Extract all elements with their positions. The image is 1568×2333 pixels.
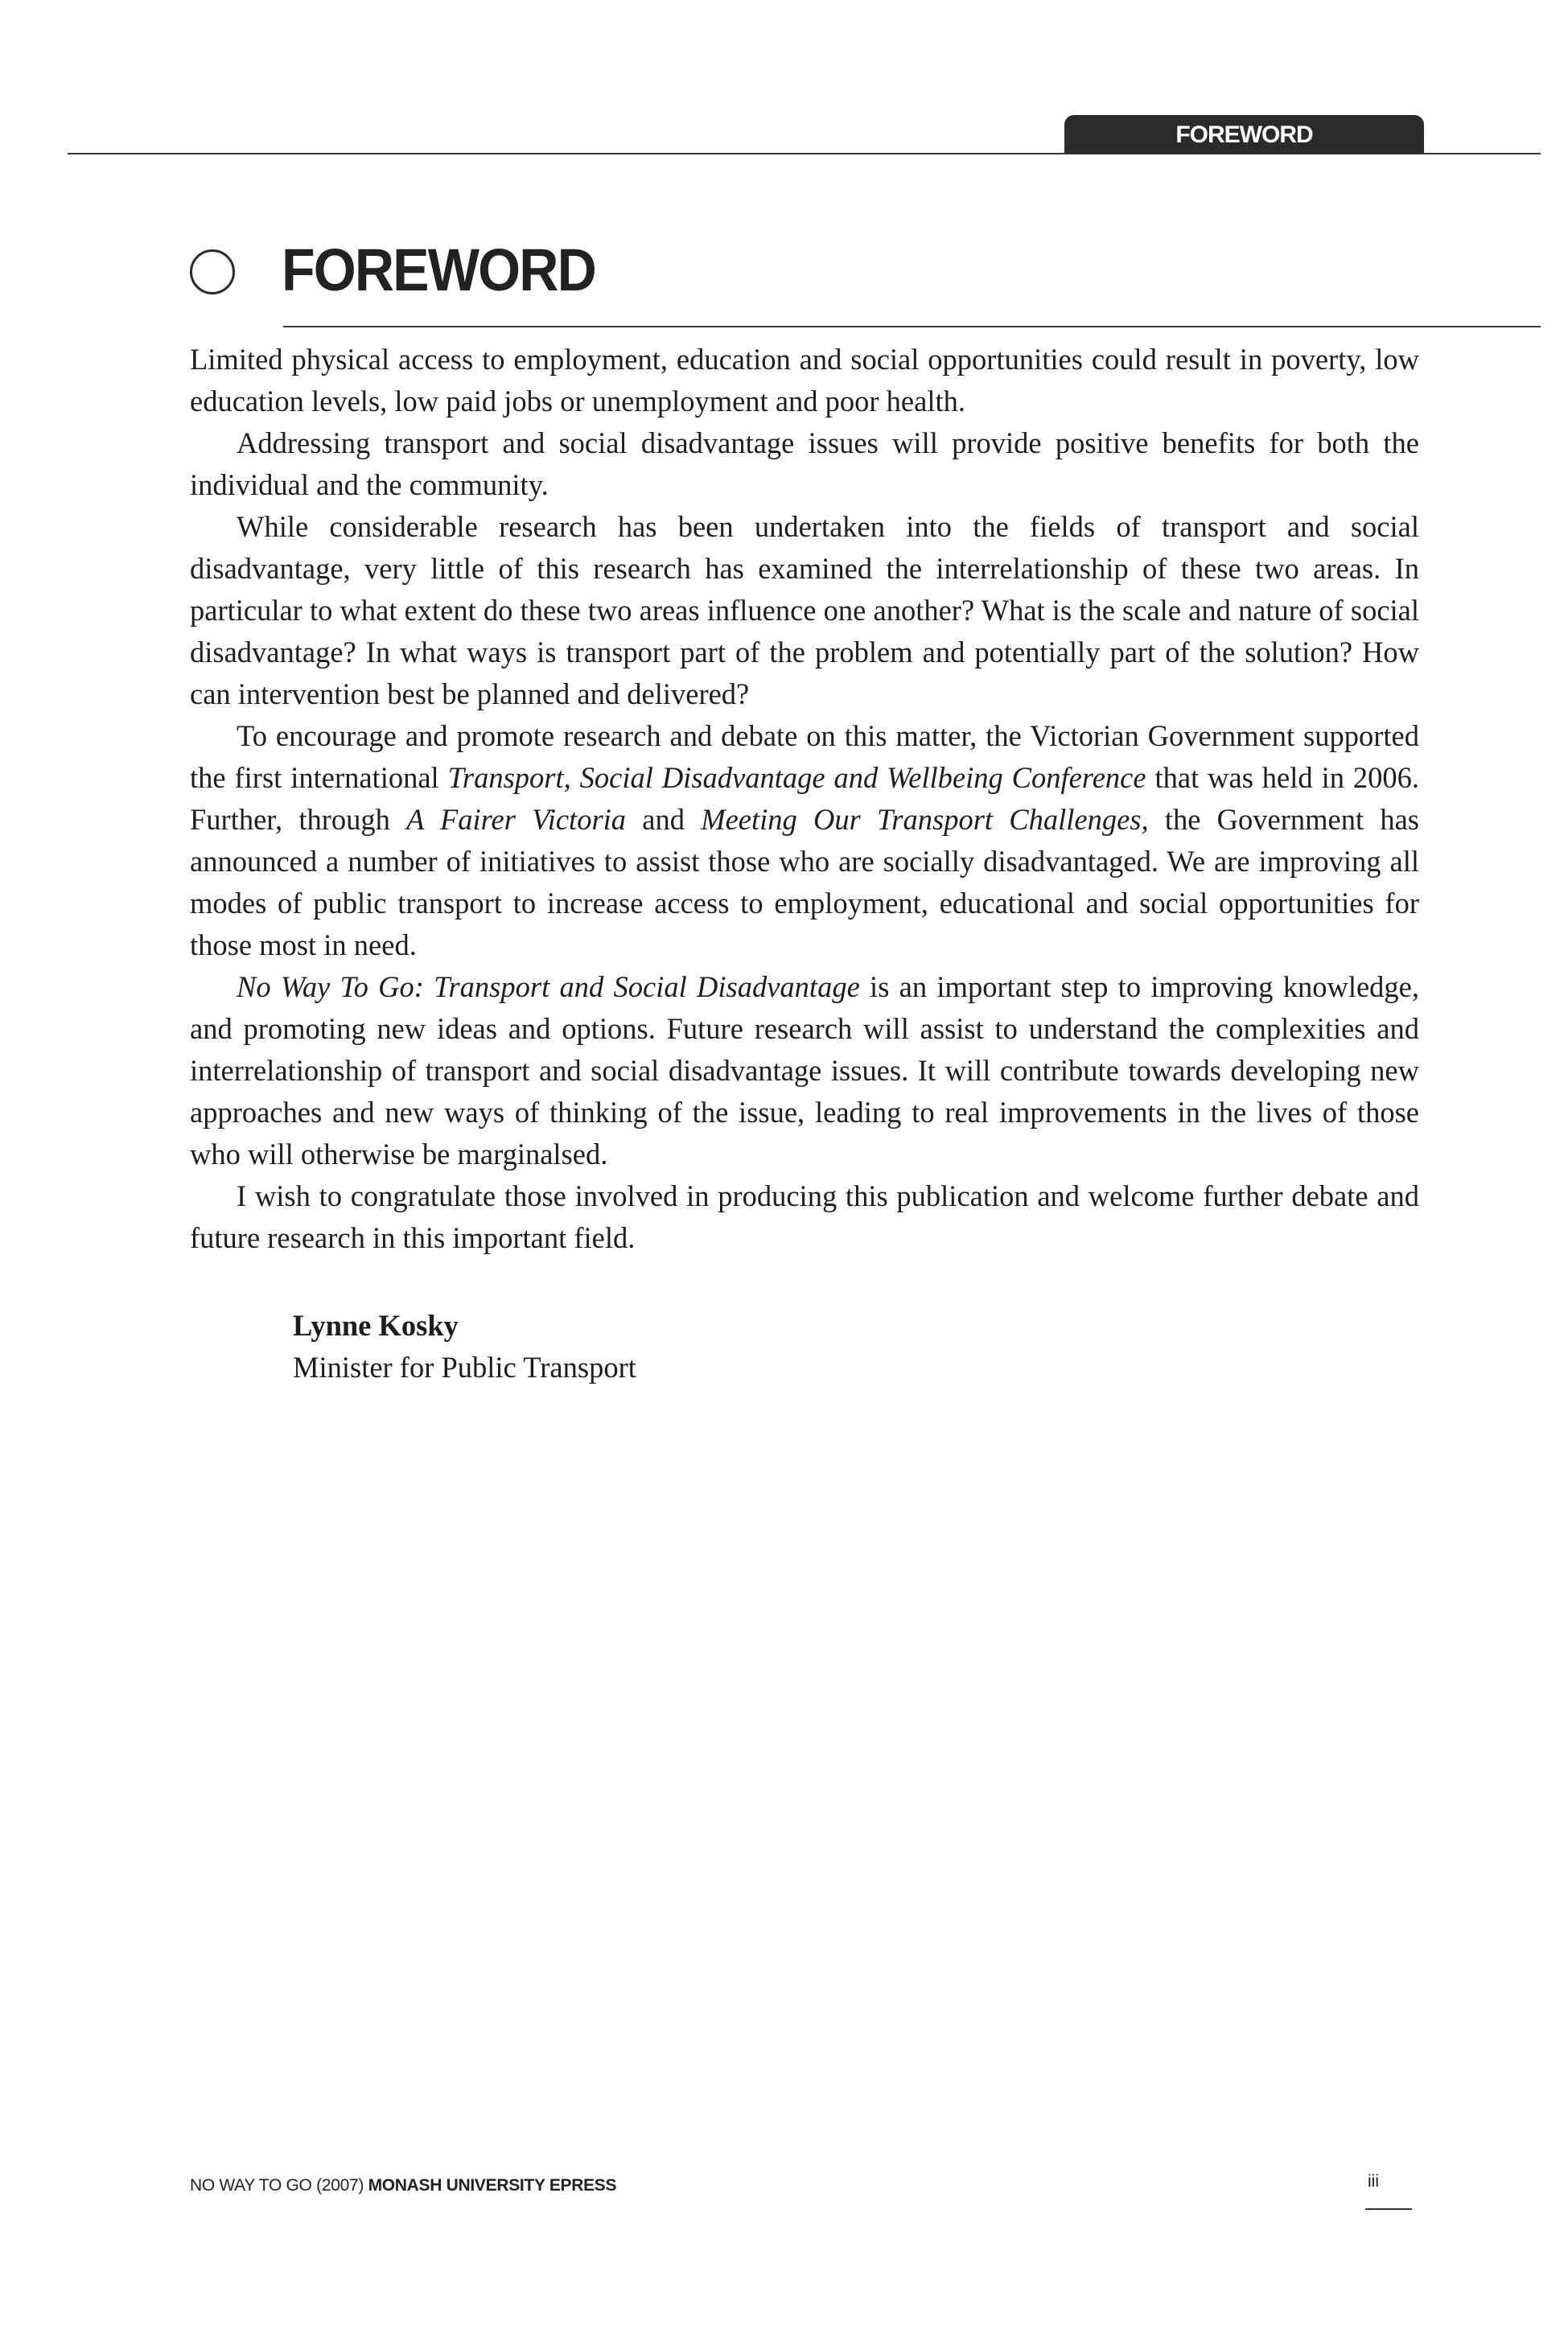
- paragraph-4-text: To encourage and promote research and debate on this matter, the Victorian Government supported the first international: [190, 719, 1419, 794]
- paragraph-4-text: and: [626, 803, 702, 836]
- paragraph-6: I wish to congratulate those involved in producing this publication and welcome further debate and future research in this important field.: [190, 1179, 1419, 1254]
- policy-title: A Fairer Victoria: [406, 803, 627, 836]
- title-rule: [283, 326, 1541, 327]
- policy-title: Meeting Our Transport Challenges,: [701, 803, 1149, 836]
- paragraph-4-text: that was held in 2006. Further, through: [190, 761, 1419, 836]
- footer-text: NO WAY TO GO (2007): [190, 2176, 368, 2195]
- footer-publisher: MONASH UNIVERSITY EPRESS: [368, 2176, 617, 2195]
- page-footer: [190, 2176, 616, 2195]
- page-number: iii: [1368, 2172, 1379, 2191]
- paragraph-1: Limited physical access to employment, education and social opportunities could result in poverty, low education levels, low paid jobs or unemployment and poor health.: [190, 343, 1419, 418]
- conference-title: Transport, Social Disadvantage and Wellbeing Conference: [447, 761, 1146, 794]
- paragraph-4-text: the Government has announced a number of initiatives to assist those who are socially disadvantaged. We are improving all modes of public transport to increase access to employment, educational and social opportunities for those most in need.: [190, 803, 1419, 961]
- foreword-body: [190, 339, 1419, 1259]
- section-tab: FOREWORD: [1064, 115, 1424, 154]
- paragraph-3: While considerable research has been undertaken into the fields of transport and social disadvantage, very little of this research has examined the interrelationship of these two areas. In particular to what extent do these two areas influence one another? What is the scale and nature of social disadvantage? In what ways is transport part of the problem and potentially part of the solution? How can intervention best be planned and delivered?: [190, 510, 1419, 710]
- paragraph-5-text: is an important step to improving knowledge, and promoting new ideas and options. Future research will assist to understand the complexities and interrelationship of transport and social disadvantage issues. It will contribute towards developing new approaches and new ways of thinking of the issue, leading to real improvements in the lives of those who will otherwise be marginalsed.: [190, 970, 1419, 1171]
- page-title: FOREWORD: [282, 237, 595, 303]
- page-number-rule: [1365, 2208, 1412, 2210]
- signature-block: [293, 1305, 636, 1389]
- circle-bullet-icon: [190, 249, 235, 294]
- signatory-role: Minister for Public Transport: [293, 1351, 636, 1384]
- paragraph-2: Addressing transport and social disadvantage issues will provide positive benefits for both the individual and the community.: [190, 426, 1419, 501]
- paragraph-5: [190, 966, 1419, 1175]
- publication-title: No Way To Go: Transport and Social Disadvantage: [237, 970, 860, 1003]
- signatory-name: Lynne Kosky: [293, 1309, 459, 1342]
- paragraph-4: [190, 715, 1419, 966]
